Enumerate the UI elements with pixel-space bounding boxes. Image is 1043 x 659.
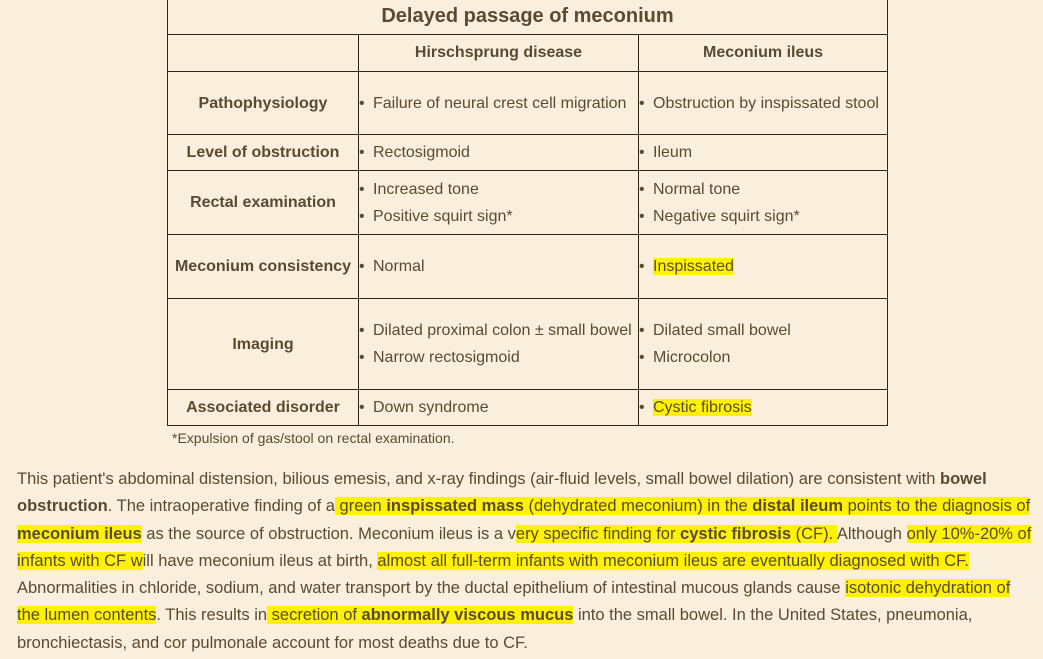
text-run: . The intraoperative finding of a [107, 497, 335, 516]
text-run: This patient's abdominal distension, bilious emesis, and x-ray findings (air-fluid levels, small bowel dilation) are consistent with [17, 470, 940, 488]
bold-text: bowel obstruction [17, 470, 987, 516]
bold-text: abnormally viscous mucus [361, 606, 574, 625]
hirschsprung-cell [359, 299, 639, 390]
text-run: into the small bowel. In the United States, pneumonia, bronchiectasis, and cor pulmonale account for most deaths due to CF. [17, 606, 973, 652]
hirschsprung-cell [359, 171, 639, 235]
list-item: • Failure of neural crest cell migration [359, 90, 638, 117]
list-item: • Negative squirt sign* [639, 203, 887, 230]
column-header-hirschsprung: Hirschsprung disease [359, 35, 639, 72]
meconium-cell [639, 171, 888, 235]
bold-text: inspissated mass [386, 497, 524, 516]
row-label: Level of obstruction [168, 135, 359, 171]
text-run: points to the diagnosis of [843, 497, 1031, 516]
list-item: • Dilated small bowel [639, 317, 887, 344]
meconium-cell [639, 299, 888, 390]
text-run: (CF). [791, 524, 837, 543]
highlight [267, 606, 573, 624]
list-item: • Obstruction by inspissated stool [639, 90, 887, 117]
text-run: ill have meconium ileus at birth, [142, 551, 378, 570]
text-run: secretion of [267, 606, 362, 625]
explanation-paragraph [17, 466, 1035, 657]
text-run: Abnormalities in chloride, sodium, and water transport by the ductal epithelium of intestinal mucous glands cause [17, 579, 846, 598]
table-row [168, 135, 888, 171]
meconium-cell [639, 135, 888, 171]
hirschsprung-cell [359, 72, 639, 135]
highlight [516, 525, 837, 543]
table-footnote: *Expulsion of gas/stool on rectal examination. [172, 430, 455, 446]
table-row [168, 390, 888, 426]
list-item: • Narrow rectosigmoid [359, 344, 638, 371]
bold-text: distal ileum [752, 497, 844, 516]
column-header-meconium-ileus: Meconium ileus [639, 35, 888, 72]
list-item: • Microcolon [639, 344, 887, 371]
list-item: • Normal [359, 253, 638, 280]
list-item: • Normal tone [639, 176, 887, 203]
highlight: almost all full-term infants with meconium ileus are eventually diagnosed with CF. [377, 551, 969, 570]
row-label: Associated disorder [168, 390, 359, 426]
highlight: only 10%-20% of infants with CF w [17, 524, 1032, 570]
bold-text: cystic fibrosis [680, 524, 792, 543]
table-row [168, 72, 888, 135]
list-item: • Increased tone [359, 176, 638, 203]
highlight: Cystic fibrosis [653, 399, 752, 416]
highlight: isotonic dehydration of the lumen contents [17, 579, 1011, 625]
comparison-table [167, 0, 888, 426]
bold-text: meconium ileus [17, 524, 142, 543]
table-title: Delayed passage of meconium [168, 0, 888, 35]
table-row [168, 171, 888, 235]
text-run: Although [836, 524, 907, 543]
list-item [639, 253, 887, 280]
list-item: • Ileum [639, 139, 887, 166]
text-run: ery specific finding for [515, 524, 681, 543]
list-item [639, 394, 887, 421]
row-label: Imaging [168, 299, 359, 390]
row-label: Rectal examination [168, 171, 359, 235]
row-label: Pathophysiology [168, 72, 359, 135]
list-item: • Positive squirt sign* [359, 203, 638, 230]
meconium-cell [639, 390, 888, 426]
table-row [168, 299, 888, 390]
text-run: (dehydrated meconium) in the [523, 497, 753, 516]
table-row [168, 235, 888, 299]
hirschsprung-cell [359, 235, 639, 299]
highlight: Inspissated [653, 258, 734, 275]
row-label: Meconium consistency [168, 235, 359, 299]
text-run: as the source of obstruction. Meconium ileus is a v [141, 524, 516, 543]
hirschsprung-cell [359, 135, 639, 171]
list-item: • Dilated proximal colon ± small bowel [359, 317, 638, 344]
text-run: green [334, 497, 387, 516]
meconium-cell [639, 235, 888, 299]
list-item: • Down syndrome [359, 394, 638, 421]
text-run: . This results in [156, 606, 268, 625]
meconium-cell [639, 72, 888, 135]
empty-header-cell [168, 35, 359, 72]
list-item: • Rectosigmoid [359, 139, 638, 166]
hirschsprung-cell [359, 390, 639, 426]
